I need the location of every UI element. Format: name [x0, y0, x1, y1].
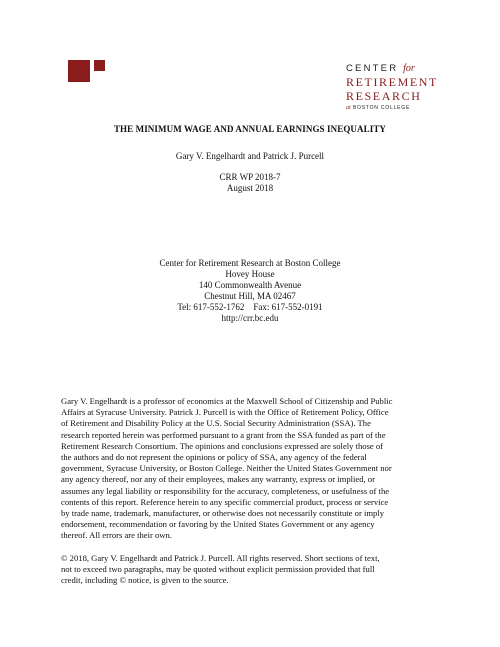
text-line: of Retirement and Disability Policy at the U.S. Social Security Administration (SSA). The [61, 418, 371, 429]
logo-retirement: RETIREMENT [346, 75, 438, 89]
text-line: Gary V. Engelhardt is a professor of economics at the Maxwell School of Citizenship and Public [61, 396, 393, 406]
logo-wordmark [346, 64, 446, 111]
paper-title: THE MINIMUM WAGE AND ANNUAL EARNINGS INEQUALITY [113, 124, 387, 134]
copyright-paragraph [61, 553, 441, 587]
address-street: 140 Commonwealth Avenue [198, 280, 302, 290]
logo-square-large [68, 60, 90, 82]
address-url: http://crr.bc.edu [221, 313, 279, 323]
text-line: credit, including © notice, is given to the source. [61, 575, 229, 586]
text-line: research reported herein was performed pursuant to a grant from the SSA funded as part of the [61, 429, 386, 440]
logo-at: at [346, 105, 351, 111]
logo-squares [68, 60, 108, 82]
text-line: government, Syracuse University, or Boston College. Neither the United States Government nor [61, 463, 392, 474]
text-line: not to exceed two paragraphs, may be quoted without explicit permission provided that full [61, 564, 375, 575]
paper-date: August 2018 [226, 183, 274, 193]
text-line: endorsement, recommendation or favoring by the United States Government or any agency [61, 519, 375, 530]
text-line: thereof. All errors are their own. [61, 530, 172, 541]
logo-square-small [94, 60, 105, 71]
text-line: © 2018, Gary V. Engelhardt and Patrick J. Purcell. All rights reserved. Short sections of text, [61, 553, 380, 563]
disclosure-paragraph [61, 396, 441, 542]
address-org: Center for Retirement Research at Boston College [159, 258, 341, 268]
text-line: contents of this report. Reference herein to any specific commercial product, process or service [61, 496, 389, 507]
logo-research: RESEARCH [346, 89, 422, 103]
logo-for: for [403, 63, 415, 74]
text-line: assumes any legal liability or responsibility for the accuracy, completeness, or usefulness of the [61, 485, 390, 496]
address-building: Hovey House [225, 269, 275, 279]
text-line: the authors and do not represent the opinions or policy of SSA, any agency of the federal [61, 452, 367, 463]
text-line: Affairs at Syracuse University. Patrick J. Purcell is with the Office of Retirement Policy, Office [61, 407, 389, 418]
text-line: any agency thereof, nor any of their employees, makes any warranty, express or implied, or [61, 474, 375, 485]
logo-center: CENTER [346, 63, 399, 74]
address-city: Chestnut Hill, MA 02467 [204, 291, 296, 301]
paper-id: CRR WP 2018-7 [219, 172, 281, 182]
logo-boston-college: BOSTON COLLEGE [352, 105, 411, 111]
text-line: by trade name, trademark, manufacturer, or otherwise does not necessarily constitute or imply [61, 508, 385, 519]
text-line: Retirement Research Consortium. The opinions and conclusions expressed are solely those of [61, 440, 384, 451]
authors: Gary V. Engelhardt and Patrick J. Purcell [175, 151, 325, 161]
address-phone-fax: Tel: 617-552-1762 Fax: 617-552-0191 [177, 302, 323, 312]
